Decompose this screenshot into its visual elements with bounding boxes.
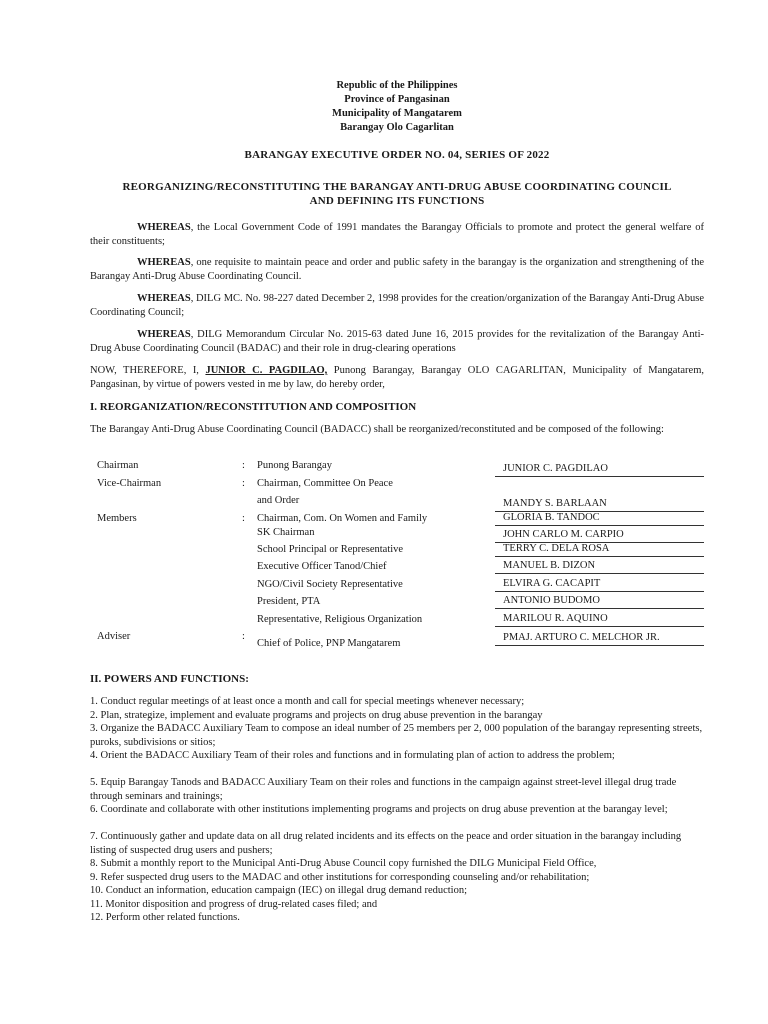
function-item: 9. Refer suspected drug users to the MADAC and other institutions for corresponding counseling and/or rehabilitation;: [90, 872, 590, 883]
section-1-intro: The Barangay Anti-Drug Abuse Coordinating Council (BADACC) shall be reorganized/reconstituted and be composed of the following:: [90, 424, 664, 435]
name-field: JUNIOR C. PAGDILAO: [495, 462, 704, 477]
colon: :: [242, 631, 245, 642]
role-members: Members: [97, 513, 137, 524]
name-field: GLORIA B. TANDOC: [495, 511, 704, 526]
header-barangay: Barangay Olo Cagarlitan: [340, 122, 454, 133]
name-field: ANTONIO BUDOMO: [495, 594, 704, 609]
function-item: 3. Organize the BADACC Auxiliary Team to compose an ideal number of 25 members per 2, 000 population of the barangay representing streets, puroks, subdivisions or sitios;: [90, 723, 703, 748]
function-item: 6. Coordinate and collaborate with other institutions implementing programs and projects on drug abuse prevention at the barangay level;: [90, 804, 668, 815]
function-item: 1. Conduct regular meetings of at least once a month and call for special meetings whenever necessary;: [90, 696, 525, 707]
position-ngo-rep: NGO/Civil Society Representative: [257, 579, 403, 590]
header-municipality: Municipality of Mangatarem: [332, 108, 462, 119]
whereas-clause-4: WHEREAS, DILG Memorandum Circular No. 2015-63 dated June 16, 2015 provides for the revitalization of the Barangay Anti-Drug Abuse Coordinating Council (BADAC) and their role in drug-clearing operations: [90, 329, 704, 354]
role-vice-chairman: Vice-Chairman: [97, 478, 162, 489]
position-religious-rep: Representative, Religious Organization: [257, 614, 423, 625]
role-adviser: Adviser: [97, 631, 131, 642]
position-chair-peace-cont: and Order: [257, 495, 300, 506]
function-item: 4. Orient the BADACC Auxiliary Team of their roles and functions and in formulating plan of action to address the problem;: [90, 750, 615, 761]
subject-line-1: REORGANIZING/RECONSTITUTING THE BARANGAY ANTI-DRUG ABUSE COORDINATING COUNCIL: [122, 181, 672, 193]
position-sk-chairman: SK Chairman: [257, 527, 315, 538]
colon: :: [242, 478, 245, 489]
order-title: BARANGAY EXECUTIVE ORDER NO. 04, SERIES OF 2022: [244, 149, 550, 161]
position-chair-women-family: Chairman, Com. On Women and Family: [257, 513, 428, 524]
position-school-principal: School Principal or Representative: [257, 544, 404, 555]
header-republic: Republic of the Philippines: [336, 80, 458, 91]
position-chair-peace: Chairman, Committee On Peace: [257, 478, 393, 489]
function-item: 10. Conduct an information, education campaign (IEC) on illegal drug demand reduction;: [90, 885, 468, 896]
colon: :: [242, 513, 245, 524]
name-field: MARILOU R. AQUINO: [495, 612, 704, 627]
function-item: 8. Submit a monthly report to the Municipal Anti-Drug Abuse Council copy furnished the DILG Municipal Field Office,: [90, 858, 597, 869]
position-pta-president: President, PTA: [257, 596, 321, 607]
section-2-heading: II. POWERS AND FUNCTIONS:: [90, 673, 249, 685]
position-tanod-chief: Executive Officer Tanod/Chief: [257, 561, 387, 572]
whereas-clause-2: WHEREAS, one requisite to maintain peace and order and public safety in the barangay is the organization and strengthening of the Barangay Anti-Drug Abuse Coordinating Council.: [90, 257, 704, 282]
function-item: 11. Monitor disposition and progress of drug-related cases filed; and: [90, 899, 378, 910]
name-field: JOHN CARLO M. CARPIO: [495, 528, 704, 543]
header-province: Province of Pangasinan: [344, 94, 450, 105]
name-field: MANDY S. BARLAAN: [495, 497, 704, 512]
name-field: ELVIRA G. CACAPIT: [495, 577, 704, 592]
now-therefore-clause: NOW, THEREFORE, I, JUNIOR C. PAGDILAO, Punong Barangay, Barangay OLO CAGARLITAN, Municipality of Mangatarem, Pangasinan, by virtue of powers vested in me by law, do hereby order,: [90, 365, 704, 390]
function-item: 7. Continuously gather and update data on all drug related incidents and its effects on the peace and order situation in the barangay including listing of suspected drug users and pushers;: [90, 831, 682, 856]
function-item: 2. Plan, strategize, implement and evaluate programs and projects on drug abuse prevention in the barangay: [90, 710, 543, 721]
name-field: TERRY C. DELA ROSA: [495, 542, 704, 557]
function-item: 5. Equip Barangay Tanods and BADACC Auxiliary Team on their roles and functions in the campaign against street-level illegal drug trade through seminars and trainings;: [90, 777, 677, 802]
whereas-clause-3: WHEREAS, DILG MC. No. 98-227 dated December 2, 1998 provides for the creation/organization of the Barangay Anti-Drug Abuse Coordinating Council;: [90, 293, 704, 318]
whereas-clause-1: WHEREAS, the Local Government Code of 1991 mandates the Barangay Officials to promote and protect the general welfare of their constituents;: [90, 222, 704, 247]
signatory-name: JUNIOR C. PAGDILAO,: [205, 365, 328, 376]
function-item: 12. Perform other related functions.: [90, 912, 240, 923]
section-1-heading: I. REORGANIZATION/RECONSTITUTION AND COMPOSITION: [90, 401, 417, 413]
subject-line-2: AND DEFINING ITS FUNCTIONS: [309, 195, 485, 207]
name-field: PMAJ. ARTURO C. MELCHOR JR.: [495, 631, 704, 646]
position-punong-barangay: Punong Barangay: [257, 460, 332, 471]
colon: :: [242, 460, 245, 471]
position-chief-of-police: Chief of Police, PNP Mangatarem: [257, 638, 401, 649]
name-field: MANUEL B. DIZON: [495, 559, 704, 574]
role-chairman: Chairman: [97, 460, 139, 471]
